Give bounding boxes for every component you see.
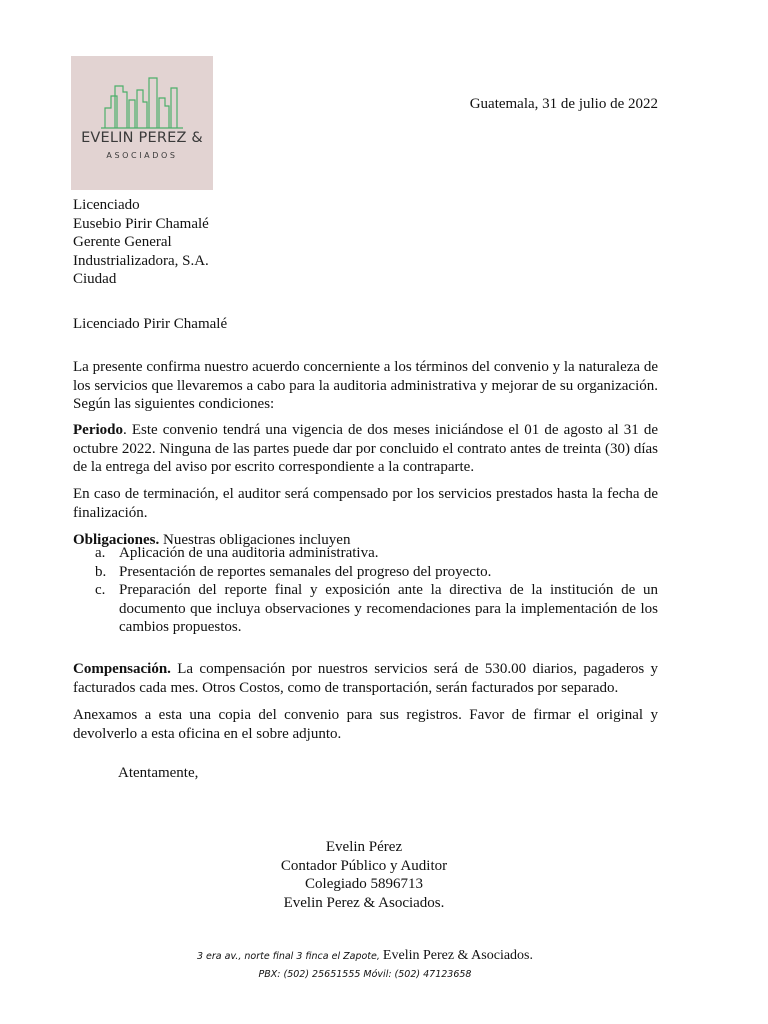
list-item-text: Preparación del reporte final y exposición ante la directiva de la institución de un documento que incluya observaciones y recomendaciones para la implementación de los cambios propuestos. xyxy=(119,582,658,635)
terminacion-paragraph: En caso de terminación, el auditor será compensado por los servicios prestados hasta la fecha de finalización. xyxy=(73,486,658,521)
signature-line: Colegiado 5896713 xyxy=(305,876,423,892)
obligaciones-label: Obligaciones. xyxy=(73,532,160,548)
list-item-text: Presentación de reportes semanales del progreso del proyecto. xyxy=(119,563,492,580)
signature-line: Evelin Perez & Asociados. xyxy=(283,894,445,911)
list-marker: c. xyxy=(95,582,106,598)
footer-firm: Evelin Perez & Asociados. xyxy=(382,948,533,963)
logo-name: EVELIN PEREZ & xyxy=(81,130,203,146)
recipient-line: Licenciado xyxy=(73,197,140,213)
compensacion-text: La compensación por nuestros servicios será de 530.00 diarios, pagaderos y facturados cada mes. Otros Costos, como de transportación, serán facturados por separado. xyxy=(73,661,658,696)
letter-date: Guatemala, 31 de julio de 2022 xyxy=(469,96,658,112)
footer-phones: PBX: (502) 25651555 Móvil: (502) 47123658 xyxy=(258,969,472,980)
periodo-paragraph xyxy=(73,421,658,477)
signature-line: Contador Público y Auditor xyxy=(280,857,448,874)
list-marker: b. xyxy=(95,563,107,580)
signature-block xyxy=(0,838,728,912)
salutation: Licenciado Pirir Chamalé xyxy=(73,316,228,332)
footer-address: 3 era av., norte final 3 finca el Zapote, xyxy=(196,951,383,962)
compensacion-paragraph xyxy=(73,660,658,697)
list-item xyxy=(95,581,658,637)
obligations-list xyxy=(95,544,658,637)
recipient-line: Eusebio Pirir Chamalé xyxy=(73,215,209,232)
compensacion-label: Compensación. xyxy=(73,661,171,677)
logo-subtitle: ASOCIADOS xyxy=(106,151,178,160)
signature-line: Evelin Pérez xyxy=(325,839,403,855)
recipient-line: Industrializadora, S.A. xyxy=(73,252,209,269)
periodo-label: Periodo xyxy=(73,422,123,438)
obligaciones-text: Nuestras obligaciones incluyen xyxy=(159,532,351,548)
recipient-block xyxy=(73,196,658,289)
periodo-text: . Este convenio tendrá una vigencia de dos meses iniciándose el 01 de agosto al 31 de octubre 2022. Ninguna de las partes puede dar por concluido el contrato antes de treinta (30) días de la entrega del aviso por escrito correspondiente a la contraparte. xyxy=(73,422,658,475)
list-item xyxy=(95,544,658,563)
list-item xyxy=(95,563,658,582)
footer xyxy=(0,947,730,984)
intro-paragraph: La presente confirma nuestro acuerdo concerniente a los términos del convenio y la naturaleza de los servicios que llevaremos a cabo para la auditoria administrativa y mejorar de su organización. Según las siguientes condiciones: xyxy=(73,359,658,412)
anexo-paragraph: Anexamos a esta una copia del convenio para sus registros. Favor de firmar el original y devolverlo a esta oficina en el sobre adjunto. xyxy=(73,707,658,742)
company-logo xyxy=(71,56,213,190)
recipient-line: Gerente General xyxy=(73,234,172,250)
list-item-text: Aplicación de una auditoria administrativa. xyxy=(119,545,379,561)
closing: Atentamente, xyxy=(118,765,199,781)
city-skyline-icon xyxy=(71,56,213,190)
recipient-line: Ciudad xyxy=(73,271,117,287)
list-marker: a. xyxy=(95,545,106,561)
